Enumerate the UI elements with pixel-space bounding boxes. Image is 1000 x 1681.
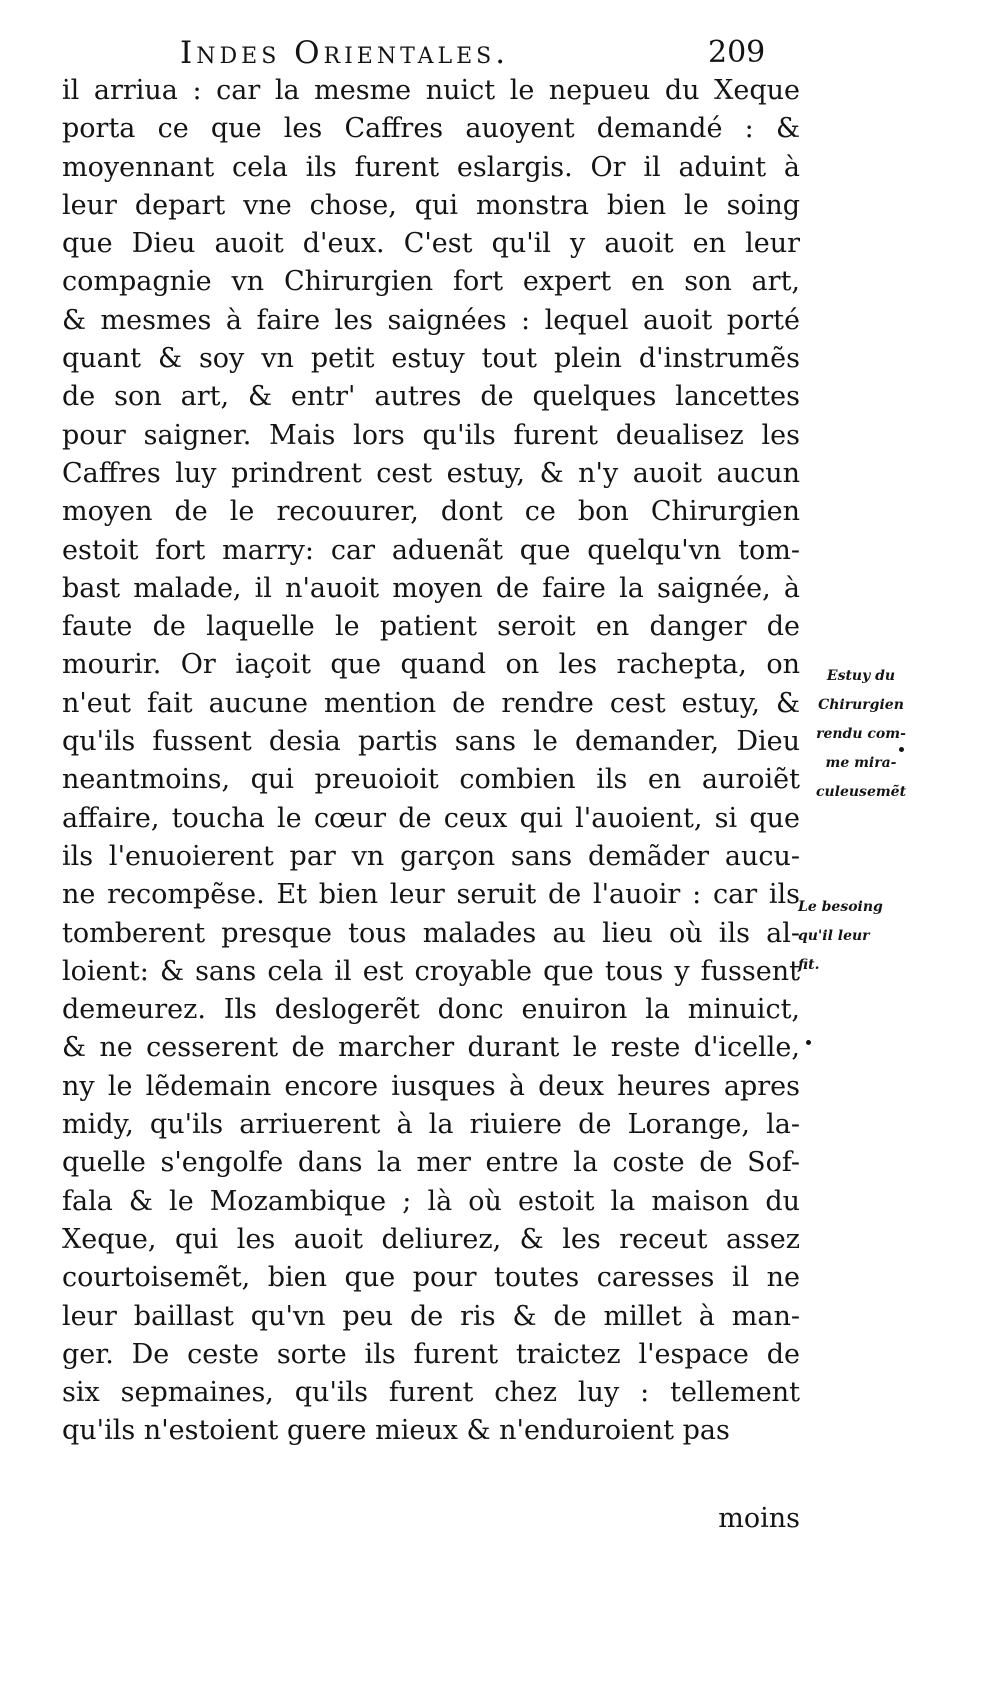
text-line: Xeque, qui les auoit deliurez, & les receut assez — [62, 1223, 800, 1255]
ink-speck — [806, 1040, 811, 1045]
text-line: loient: & sans cela il est croyable que tous y fussent — [62, 955, 800, 987]
text-line: bast malade, il n'auoit moyen de faire la saignée, à — [62, 572, 800, 604]
text-line: faute de laquelle le patient seroit en danger de — [62, 611, 800, 643]
marginal-note-line: Le besoing — [798, 899, 883, 915]
text-line: il arriua : car la mesme nuict le nepueu du Xeque — [62, 75, 800, 106]
text-line: de son art, & entr' autres de quelques lancettes — [62, 381, 800, 413]
text-line: leur baillast qu'vn peu de ris & de millet à man- — [62, 1300, 800, 1332]
text-line: moyennant cela ils furent eslargis. Or il aduint à — [62, 151, 800, 183]
text-line: quelle s'engolfe dans la mer entre la coste de Sof- — [62, 1147, 800, 1179]
text-line: & ne cesserent de marcher durant le reste d'icelle, — [62, 1032, 800, 1064]
text-line: midy, qu'ils arriuerent à la riuiere de Lorange, la- — [62, 1109, 800, 1141]
text-line: ger. De ceste sorte ils furent traictez l'espace de — [62, 1338, 800, 1370]
text-line: qu'ils n'estoient guere mieux & n'enduroient pas — [62, 1415, 730, 1447]
text-line: compagnie vn Chirurgien fort expert en son art, — [62, 266, 800, 298]
text-line: courtoisemẽt, bien que pour toutes caresses il ne — [62, 1262, 800, 1294]
text-line: ne recompẽse. Et bien leur seruit de l'auoir : car ils — [62, 879, 800, 911]
catchword: moins — [718, 1503, 800, 1534]
text-line: quant & soy vn petit estuy tout plein d'instrumẽs — [62, 343, 800, 375]
marginal-note-line: rendu com- — [816, 726, 906, 742]
marginal-note-line: fit. — [798, 957, 820, 973]
marginal-note-besoing — [798, 893, 908, 980]
page-number: 209 — [708, 35, 766, 70]
text-line: tomberent presque tous malades au lieu où ils al- — [62, 917, 800, 949]
text-line: qu'ils fussent desia partis sans le demander, Dieu — [62, 726, 800, 758]
text-line: ny le lẽdemain encore iusques à deux heures apres — [62, 1070, 800, 1102]
text-line: & mesmes à faire les saignées : lequel auoit porté — [62, 304, 800, 336]
text-line: estoit fort marry: car aduenãt que quelqu'vn tom- — [62, 534, 800, 566]
text-line: n'eut fait aucune mention de rendre cest estuy, & — [62, 687, 800, 719]
text-line: demeurez. Ils deslogerẽt donc enuiron la minuict, — [62, 994, 800, 1026]
body-text — [62, 72, 800, 1451]
text-line: Caffres luy prindrent cest estuy, & n'y auoit aucun — [62, 457, 800, 489]
text-line: six sepmaines, qu'ils furent chez luy : tellement — [62, 1377, 800, 1409]
marginal-note-line: culeusemẽt — [815, 784, 907, 800]
text-line: fala & le Mozambique ; là où estoit la maison du — [62, 1185, 800, 1217]
marginal-note-estuy — [806, 662, 916, 807]
running-head — [180, 30, 820, 76]
running-title: Indes Orientales. — [180, 35, 510, 71]
marginal-note-line: Chirurgien — [818, 697, 904, 713]
text-line: leur depart vne chose, qui monstra bien le soing — [62, 189, 800, 221]
ink-speck — [899, 747, 904, 752]
text-line: pour saigner. Mais lors qu'ils furent deualisez les — [62, 419, 800, 451]
text-line: que Dieu auoit d'eux. C'est qu'il y auoit en leur — [62, 228, 800, 260]
text-line: mourir. Or iaçoit que quand on les rachepta, on — [62, 649, 800, 681]
marginal-note-line: Estuy du — [826, 668, 896, 684]
text-line: moyen de le recouurer, dont ce bon Chirurgien — [62, 496, 800, 528]
text-line: porta ce que les Caffres auoyent demandé : & — [62, 113, 800, 145]
text-line: ils l'enuoierent par vn garçon sans demãder aucu- — [62, 840, 800, 872]
marginal-note-line: qu'il leur — [798, 928, 870, 944]
text-line: affaire, toucha le cœur de ceux qui l'auoient, si que — [62, 802, 800, 834]
marginal-note-line: me mira- — [825, 755, 897, 771]
text-line: neantmoins, qui preuoioit combien ils en auroiẽt — [62, 764, 800, 796]
